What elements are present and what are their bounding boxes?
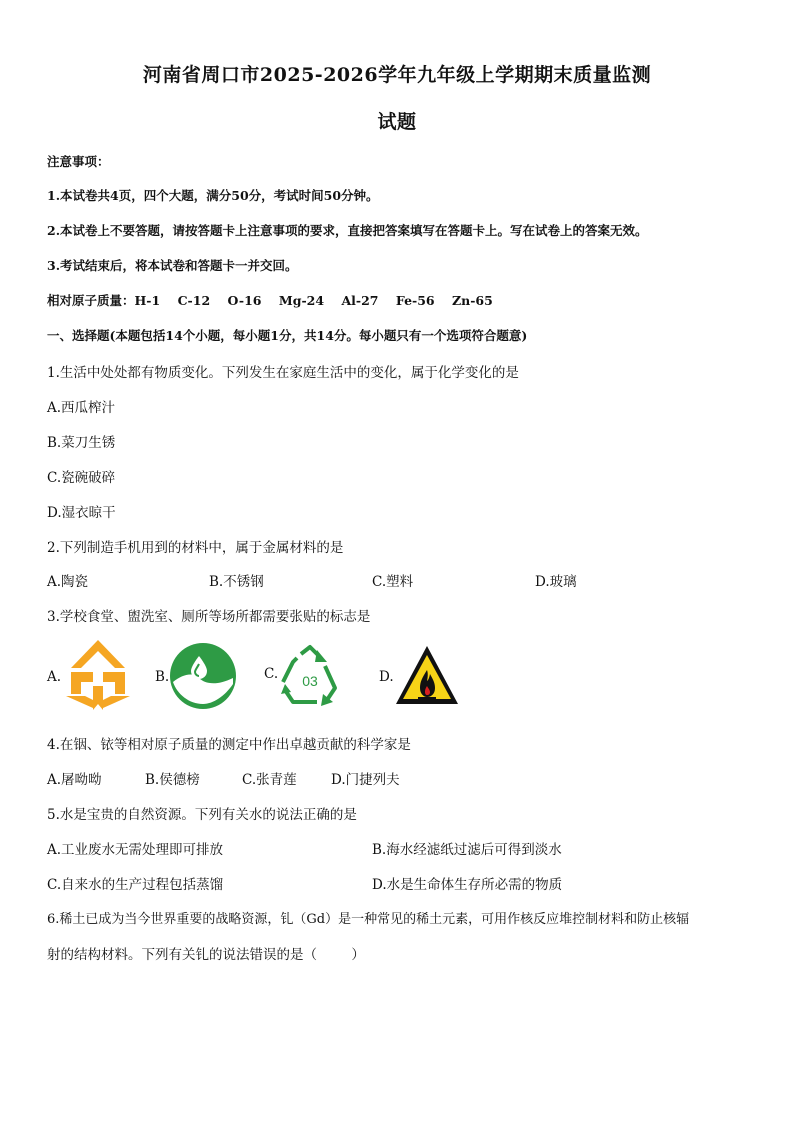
- note-item-3: 3.考试结束后，将本试卷和答题卡一并交回。: [47, 258, 298, 273]
- question-4-option-a: A.屠呦呦: [47, 772, 102, 788]
- water-saving-icon: [169, 642, 237, 710]
- question-3-stem: 3.学校食堂、盥洗室、厕所等场所都需要张贴的标志是: [47, 609, 371, 625]
- question-1-stem: 1.生活中处处都有物质变化。下列发生在家庭生活中的变化，属于化学变化的是: [47, 365, 519, 381]
- recycle-number: 03: [302, 673, 318, 689]
- atomic-mass-list: 相对原子质量：H-1 C-12 O-16 Mg-24 Al-27 Fe-56 Zn-65: [47, 293, 493, 308]
- flammable-warning-icon: [394, 644, 460, 706]
- note-item-1: 1.本试卷共4页，四个大题，满分50分，考试时间50分钟。: [47, 188, 379, 203]
- exam-title-line2: 试题: [377, 111, 417, 133]
- question-3-option-c-label: C.: [264, 666, 279, 682]
- question-2-stem: 2.下列制造手机用到的材料中，属于金属材料的是: [47, 540, 344, 556]
- question-1-option-d: D.湿衣晾干: [47, 505, 116, 521]
- question-3-option-b-label: B.: [155, 669, 170, 685]
- note-item-2: 2.本试卷上不要答题，请按答题卡上注意事项的要求，直接把答案填写在答题卡上。写在试卷上的答案无效。: [47, 223, 648, 238]
- question-1-option-a: A.西瓜榨汁: [47, 400, 116, 416]
- question-1-option-c: C.瓷碗破碎: [47, 470, 116, 486]
- question-4-stem: 4.在铟、铱等相对原子质量的测定中作出卓越贡献的科学家是: [47, 737, 411, 753]
- question-4-option-c: C.张青莲: [242, 772, 297, 788]
- question-6-stem-line2: 射的结构材料。下列有关钆的说法错误的是（ ）: [47, 947, 365, 963]
- question-3-option-a-label: A.: [47, 669, 62, 685]
- question-2-option-d: D.玻璃: [535, 574, 577, 590]
- question-5-option-d: D.水是生命体生存所必需的物质: [372, 877, 563, 893]
- exam-title: 河南省周口市2025-2026学年九年级上学期期末质量监测: [142, 64, 652, 86]
- question-5-option-a: A.工业废水无需处理即可排放: [47, 842, 224, 858]
- question-2-option-a: A.陶瓷: [47, 574, 89, 590]
- question-2-option-b: B.不锈钢: [209, 574, 264, 590]
- notes-heading: 注意事项：: [47, 154, 110, 169]
- section-heading: 一、选择题(本题包括14个小题，每小题1分，共14分。每小题只有一个选项符合题意): [47, 328, 528, 343]
- recycle-arrows-orange-icon: [63, 638, 133, 712]
- question-4-option-b: B.侯德榜: [145, 772, 200, 788]
- question-1-option-b: B.菜刀生锈: [47, 435, 116, 451]
- question-2-option-c: C.塑料: [372, 574, 414, 590]
- question-4-option-d: D.门捷列夫: [331, 772, 400, 788]
- question-5-option-b: B.海水经滤纸过滤后可得到淡水: [372, 842, 562, 858]
- question-3-options: [47, 638, 507, 718]
- question-5-stem: 5.水是宝贵的自然资源。下列有关水的说法正确的是: [47, 807, 357, 823]
- question-5-option-c: C.自来水的生产过程包括蒸馏: [47, 877, 224, 893]
- recycling-03-icon: [277, 644, 343, 706]
- question-3-option-d-label: D.: [379, 669, 394, 685]
- question-6-stem-line1: 6.稀土已成为当今世界重要的战略资源，钆（Gd）是一种常见的稀土元素，可用作核反应堆控制材料和防止核辐: [47, 912, 690, 927]
